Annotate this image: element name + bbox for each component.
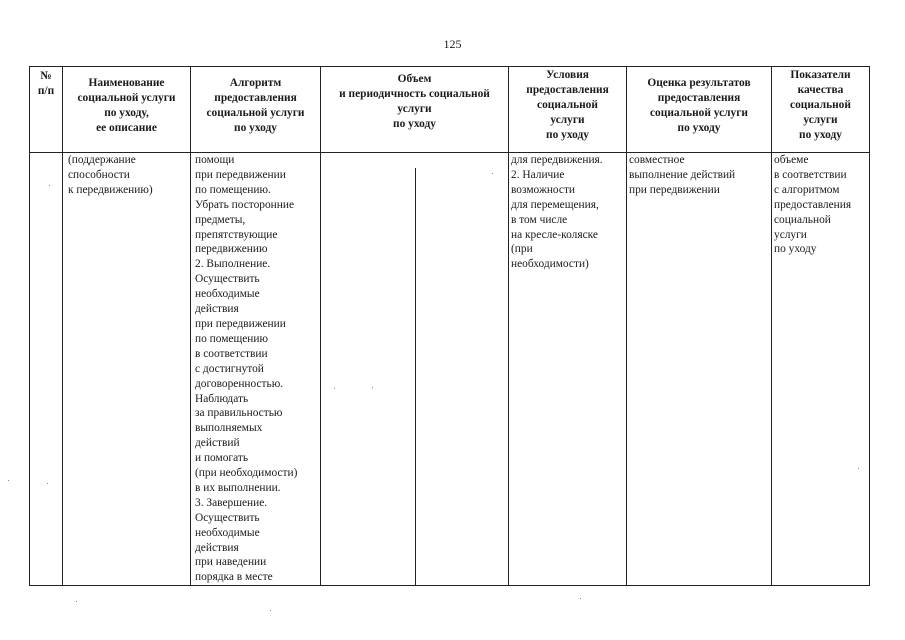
cell-algorithm: помощи при передвижении по помещению. Убрать посторонние предметы, препятствующие передвижению 2. Выполнение. Осуществить необходимые действия при передвижении по помещению в соответствии с достигнутой договоренностью. Наблюдать за правильностью выполняемых действий и помогать (при необходимости) в их выполнении. 3. Завершение. Осуществить необходимые действия при наведении порядка в месте: [191, 153, 321, 586]
header-number-text: № п/п: [37, 70, 55, 97]
scan-speck: [76, 601, 77, 602]
scan-speck: [372, 387, 373, 388]
cell-number: [30, 153, 63, 586]
header-number: [30, 67, 63, 153]
header-evaluation-text: Оценка результатов предоставления социальной услуги по уходу: [647, 77, 751, 134]
header-volume: [321, 67, 509, 153]
table-header-row: [30, 67, 870, 153]
header-volume-text: Объем и периодичность социальной услуги по уходу: [339, 73, 490, 130]
cell-service-name: (поддержание способности к передвижению): [63, 153, 191, 586]
scan-speck: [492, 173, 493, 174]
cell-quality: объеме в соответствии с алгоритмом предоставления социальной услуги по уходу: [772, 153, 870, 586]
header-service-name: [63, 67, 191, 153]
header-conditions-text: Условия предоставления социальной услуги по уходу: [526, 69, 609, 141]
cell-volume-left: [321, 168, 416, 586]
cell-volume: [321, 153, 509, 586]
services-table: [29, 66, 870, 586]
scan-speck: [47, 483, 48, 484]
scan-speck: [580, 598, 581, 599]
table-row: [30, 153, 870, 586]
scan-speck: [49, 185, 50, 186]
header-quality-text: Показатели качества социальной услуги по уходу: [790, 69, 851, 141]
page-number: 125: [443, 37, 462, 51]
header-quality: [772, 67, 870, 153]
cell-conditions: для передвижения. 2. Наличие возможности для перемещения, в том числе на кресле-коляске (при необходимости): [509, 153, 627, 586]
scan-speck: [334, 388, 335, 389]
header-service-name-text: Наименование социальной услуги по уходу, ее описание: [77, 77, 176, 134]
header-evaluation: [627, 67, 772, 153]
scan-speck: [8, 480, 9, 481]
scan-speck: [858, 468, 859, 469]
cell-evaluation: совместное выполнение действий при передвижении: [627, 153, 772, 586]
header-conditions: [509, 67, 627, 153]
scan-speck: [270, 610, 271, 611]
cell-volume-right: [416, 168, 509, 586]
header-algorithm-text: Алгоритм предоставления социальной услуги по уходу: [206, 77, 305, 134]
header-algorithm: [191, 67, 321, 153]
